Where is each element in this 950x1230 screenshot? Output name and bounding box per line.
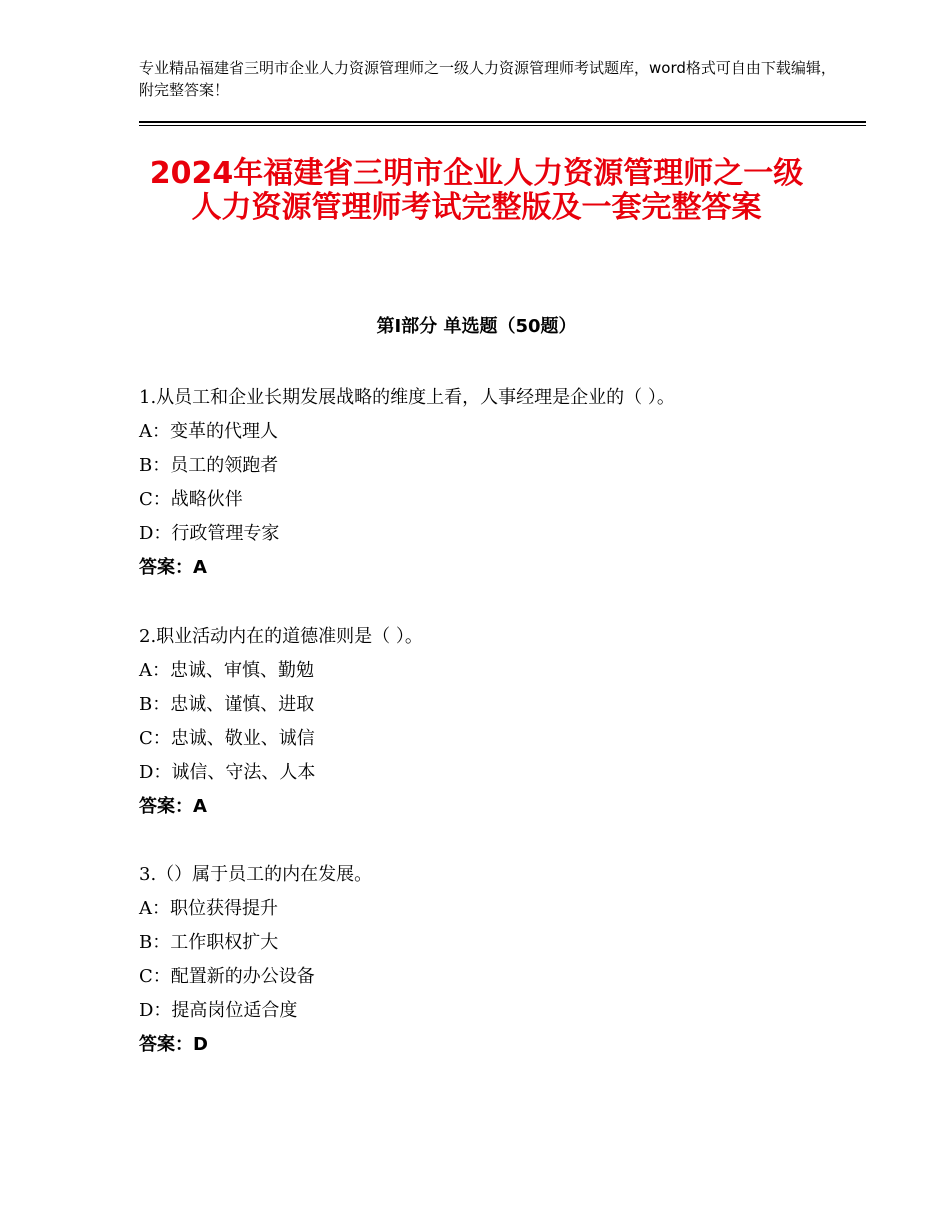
option-d: D：诚信、守法、人本 (139, 762, 316, 783)
option-b: B：员工的领跑者 (139, 455, 279, 476)
option-a: A：变革的代理人 (139, 421, 278, 442)
header-rule-thin (139, 125, 866, 126)
question-1 (139, 381, 839, 585)
option-d: D：提高岗位适合度 (139, 1000, 298, 1021)
question-2 (139, 620, 839, 824)
header-rule-thick (139, 121, 866, 123)
section-title: 第Ⅰ部分 单选题（50题） (376, 316, 577, 337)
header-note: 专业精品福建省三明市企业人力资源管理师之一级人力资源管理师考试题库，word格式可自由下载编辑，附完整答案！ (139, 59, 836, 99)
option-a: A：职位获得提升 (139, 898, 278, 919)
answer: 答案：D (139, 1034, 208, 1055)
document-title: 2024年福建省三明市企业人力资源管理师之一级人力资源管理师考试完整版及一套完整答案 (149, 156, 804, 225)
option-c: C：忠诚、敬业、诚信 (139, 728, 315, 749)
answer: 答案：A (139, 557, 207, 578)
question-3 (139, 858, 839, 1062)
option-d: D：行政管理专家 (139, 523, 280, 544)
option-a: A：忠诚、审慎、勤勉 (139, 660, 314, 681)
option-b: B：工作职权扩大 (139, 932, 279, 953)
option-c: C：战略伙伴 (139, 489, 243, 510)
option-c: C：配置新的办公设备 (139, 966, 315, 987)
question-stem: 2.职业活动内在的道德准则是（ ）。 (139, 626, 423, 647)
question-stem: 1.从员工和企业长期发展战略的维度上看，人事经理是企业的（ ）。 (139, 387, 675, 408)
answer: 答案：A (139, 796, 207, 817)
option-b: B：忠诚、谨慎、进取 (139, 694, 315, 715)
question-stem: 3.（）属于员工的内在发展。 (139, 864, 373, 885)
